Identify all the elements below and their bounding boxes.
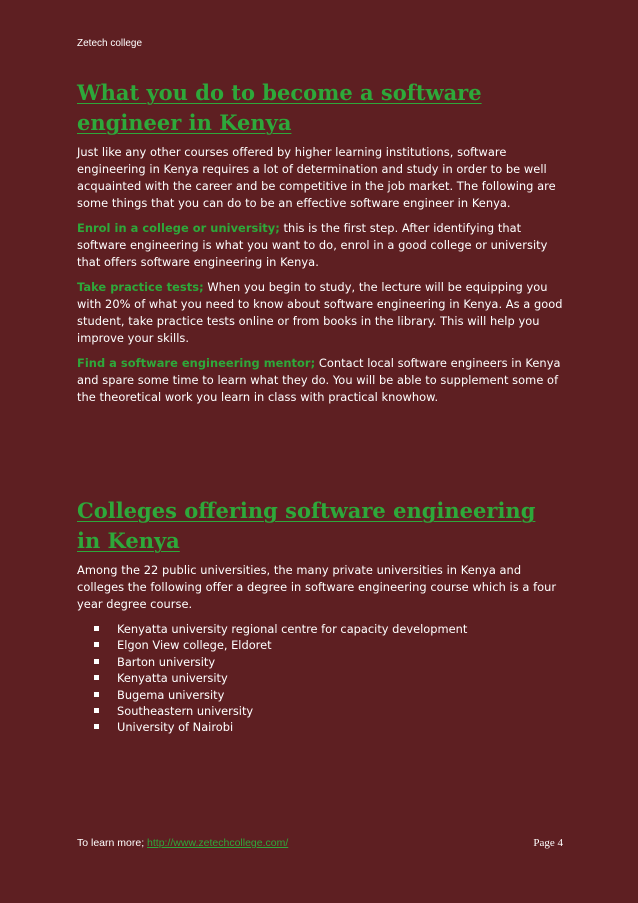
step-paragraph	[77, 355, 563, 406]
square-bullet-icon	[94, 659, 99, 664]
list-item: Barton university	[94, 654, 563, 670]
step-paragraph	[77, 220, 563, 271]
page-number: Page 4	[533, 837, 563, 849]
square-bullet-icon	[94, 642, 99, 647]
colleges-intro-paragraph: Among the 22 public universities, the many private universities in Kenya and colleges the following offer a degree in software engineering course which is a four year degree course.	[77, 563, 557, 611]
list-item: Kenyatta university	[94, 670, 563, 686]
square-bullet-icon	[94, 692, 99, 697]
college-list	[77, 621, 563, 736]
square-bullet-icon	[94, 675, 99, 680]
list-item: University of Nairobi	[94, 719, 563, 735]
page-footer	[77, 837, 563, 849]
page-header: Zetech college	[77, 38, 143, 49]
list-item: Elgon View college, Eldoret	[94, 637, 563, 653]
page-content	[77, 78, 563, 736]
step-lead: Enrol in a college or university;	[77, 221, 280, 235]
step-lead: Take practice tests;	[77, 280, 204, 294]
square-bullet-icon	[94, 724, 99, 729]
square-bullet-icon	[94, 626, 99, 631]
square-bullet-icon	[94, 708, 99, 713]
section-heading-become-engineer: What you do to become a software engineer in Kenya	[77, 80, 482, 135]
website-link[interactable]: http://www.zetechcollege.com/	[147, 837, 289, 849]
section-spacer	[77, 414, 563, 496]
intro-paragraph: Just like any other courses offered by higher learning institutions, software engineering in Kenya requires a lot of determination and study in order to be well acquainted with the career and be competitive in the job market. The following are some things that you can do to be an effective software engineer in Kenya.	[77, 145, 556, 210]
list-item: Bugema university	[94, 687, 563, 703]
list-item: Kenyatta university regional centre for capacity development	[94, 621, 563, 637]
step-paragraph	[77, 279, 563, 347]
step-text: Contact local software engineers in Kenya and spare some time to learn what they do. You will be able to supplement some of the theoretical work you learn in class with practical knowhow.	[77, 356, 561, 404]
step-lead: Find a software engineering mentor;	[77, 356, 316, 370]
footer-learn-more: To learn more; http://www.zetechcollege.com/	[77, 837, 289, 849]
list-item: Southeastern university	[94, 703, 563, 719]
step-text: When you begin to study, the lecture will be equipping you with 20% of what you need to know about software engineering in Kenya. As a good student, take practice tests online or from books in the library. This will help you improve your skills.	[77, 280, 563, 345]
section-heading-colleges: Colleges offering software engineering in Kenya	[77, 498, 536, 553]
step-text: this is the first step. After identifying that software engineering is what you want to do, enrol in a good college or university that offers software engineering in Kenya.	[77, 221, 548, 269]
